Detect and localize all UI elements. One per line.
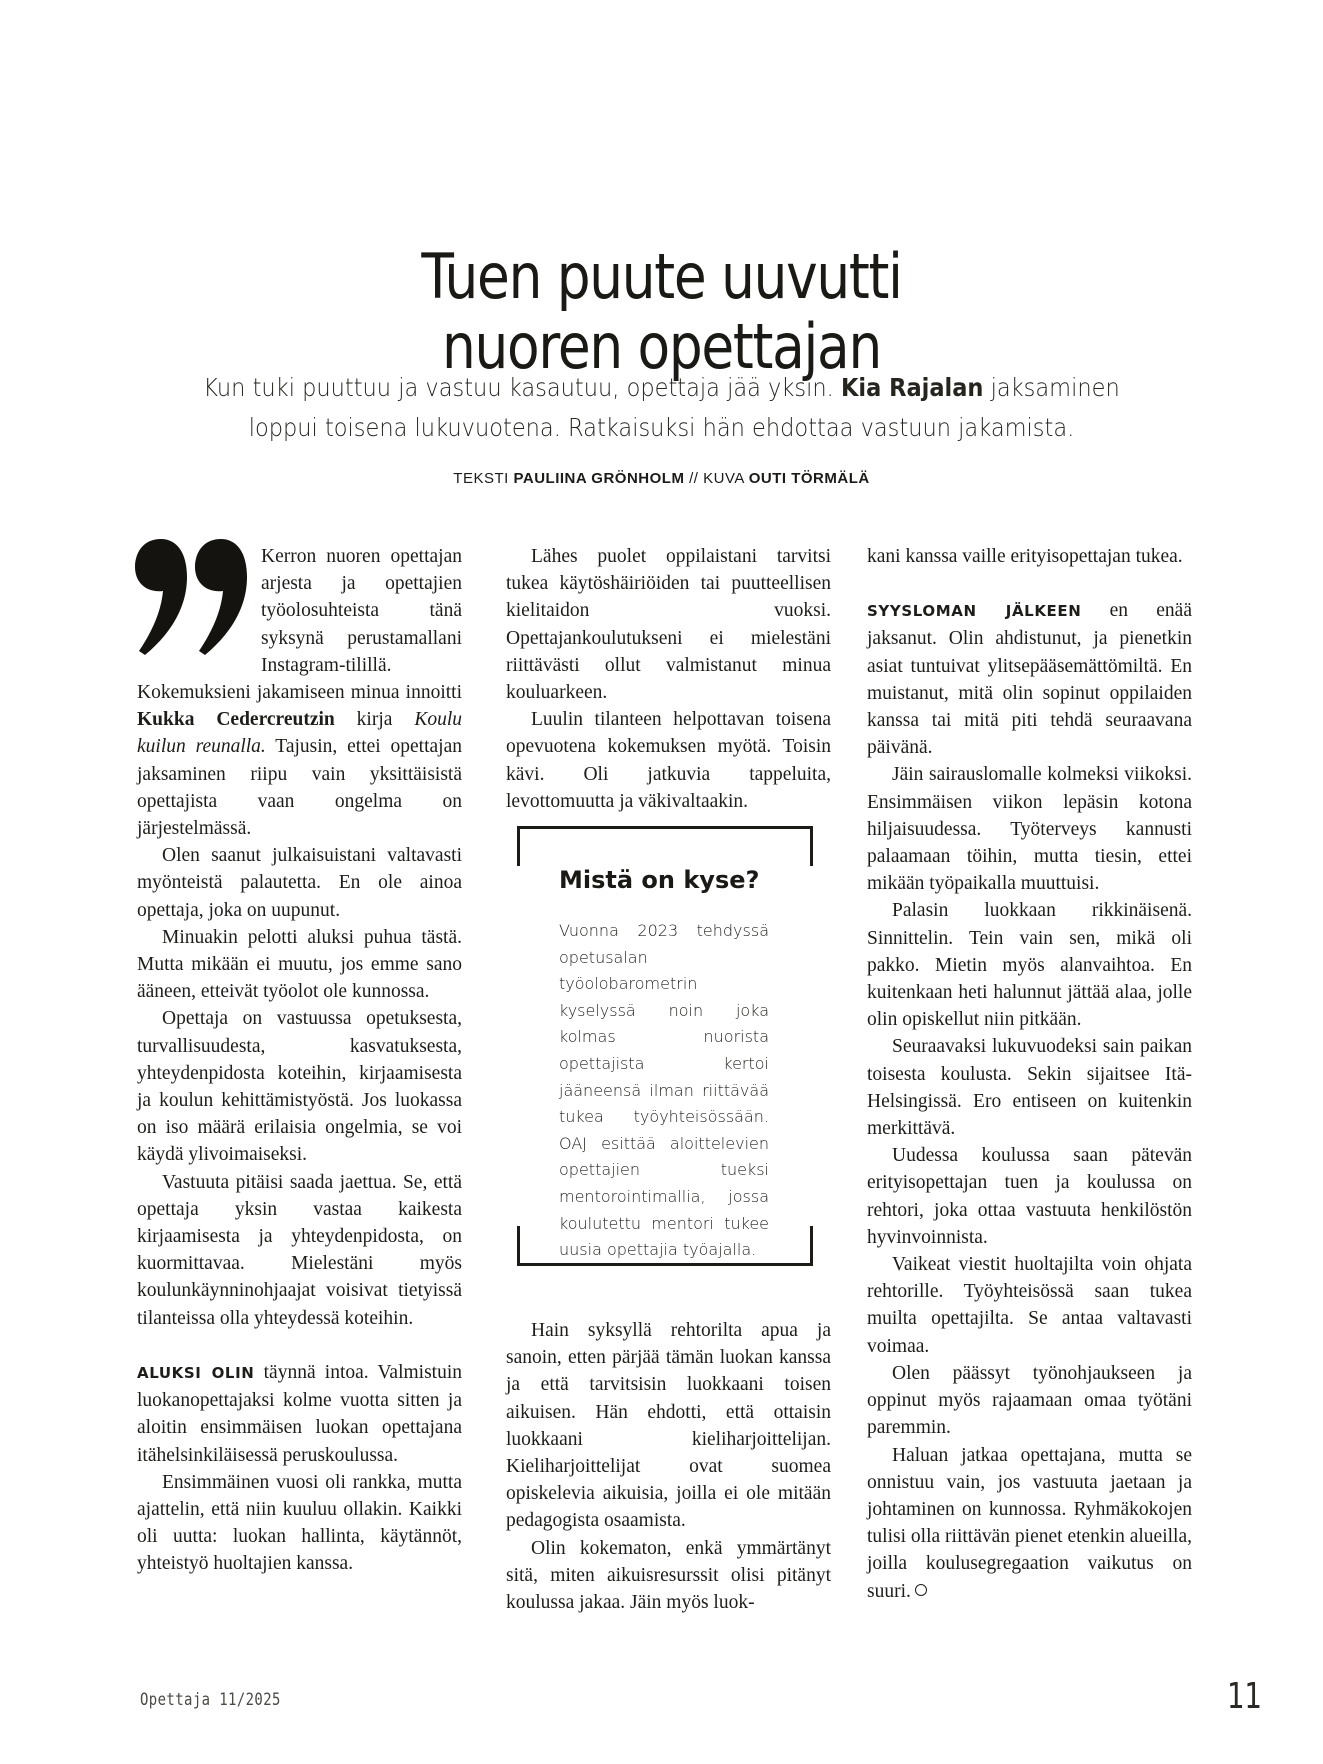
factbox-bracket-bottom — [517, 1226, 813, 1266]
headline-line-2: nuoren opettajan — [442, 309, 881, 383]
paragraph — [137, 1359, 462, 1469]
page-number: 11 — [1226, 1676, 1261, 1717]
text: täynnä intoa. Valmistuin luokanopettajaksi kolme vuotta sitten ja aloitin ensimmäisen luokan opettajana itähelsinkiläisessä peruskoulussa. — [137, 1361, 463, 1466]
paragraph: Minuakin pelotti aluksi puhua tästä. Mutta mikään ei muutu, jos emme sano ääneen, etteivät työolot ole kunnossa. — [137, 926, 462, 1003]
book-title: Koulu kuilun reunalla. — [137, 709, 462, 758]
article-lead — [150, 368, 1173, 448]
lead-line-1 — [201, 368, 1122, 408]
paragraph: Palasin luokkaan rikkinäisenä. Sinnittelin. Tein vain sen, mikä oli pakko. Mietin myös alanvaihtoa. En kuitenkaan heti halunnut jättää alaa, jolle olin opiskellut niin pitkään. — [867, 900, 1192, 1031]
lead-text: Kun tuki puuttuu ja vastuu kasautuu, opettaja jää yksin. — [203, 373, 841, 402]
text: en enää jaksanut. Olin ahdistunut, ja pienetkin asiat tuntuivat ylitsepääsemättömiltä. En muistanut, mitä olin sopinut oppilaiden kanssa tai mitä piti tehdä seuraavana päivänä. — [867, 600, 1192, 759]
paragraph: Luulin tilanteen helpottavan toisena opevuotena kokemuksen myötä. Toisin kävi. Oli jatkuvia tappeluita, levottomuutta ja väkivaltaakin. — [506, 709, 831, 812]
paragraph: Hain syksyllä rehtorilta apua ja sanoin, etten pärjää tämän luokan kanssa ja että tarvitsisin luokkaani toisen aikuisen. Hän ehdotti, että ottaisin luokkaani kieliharjoittelijan. Kieliharjoittelijat ovat suomea opiskelevia aikuisia, joilla ei ole mitään pedagogista osaamista. — [506, 1320, 831, 1532]
article-column-2-continued — [506, 1317, 831, 1616]
paragraph: Jäin sairauslomalle kolmeksi viikoksi. Ensimmäisen viikon lepäsin kotona hiljaisuudessa. Työterveys kannusti palaamaan töihin, mutta tiesin, ettei mikään työpaikalla muuttuisi. — [867, 764, 1192, 895]
article-headline — [0, 239, 1323, 383]
paragraph: Vaikeat viestit huoltajilta voin ohjata rehtorille. Työyhteisössä saan tukea muilta opettajilta. Se antaa valtavasti voimaa. — [867, 1254, 1192, 1357]
interviewee-name: Kia Rajalan — [840, 373, 984, 402]
section-lead-in: SYYSLOMAN JÄLKEEN — [867, 602, 1082, 621]
text: Tajusin, ettei opettajan jaksaminen riipu vain yksittäisistä opettajista vaan ongelma on järjestelmässä. — [137, 736, 462, 840]
paragraph: Vastuuta pitäisi saada jaettua. Se, että opettaja yksin vastaa kaikesta kirjaamisesta ja yhteydenpidosta, on kuormittavaa. Mielestäni myös koulunkäynninohjaajat voisivat tietyissä tilanteissa olla yhteydessä koteihin. — [137, 1171, 462, 1329]
quote-icon — [133, 537, 253, 657]
article-column-2 — [506, 543, 831, 815]
author-name: Kukka Cedercreutzin — [137, 709, 335, 731]
text: kirja — [334, 709, 415, 731]
paragraph: Ensimmäinen vuosi oli rankka, mutta ajattelin, että niin kuuluu ollakin. Kaikki oli uutta: luokan hallinta, käytännöt, yhteistyö huoltajien kanssa. — [137, 1471, 462, 1575]
section-lead-in: ALUKSI OLIN — [137, 1363, 255, 1382]
byline — [0, 470, 1323, 487]
paragraph: Lähes puolet oppilaistani tarvitsi tukea käytöshäiriöiden tai puutteellisen kielitaidon vuoksi. Opettajankoulutukseni ei mielestäni riittävästi ollut valmistanut minua kouluarkeen. — [506, 546, 831, 704]
publication-issue: Opettaja 11/2025 — [140, 1690, 281, 1710]
paragraph: Olen päässyt työnohjaukseen ja oppinut myös rajaamaan omaa työtäni paremmin. — [867, 1362, 1192, 1439]
paragraph: Uudessa koulussa saan pätevän erityisopettajan tuen ja koulussa on rehtori, joka ottaa vastuuta henkilöstön hyvinvoinnista. — [867, 1145, 1192, 1248]
byline-separator: // — [684, 470, 704, 487]
article-column-1 — [137, 543, 462, 1578]
byline-photographer: OUTI TÖRMÄLÄ — [748, 470, 870, 487]
article-column-3 — [867, 543, 1192, 1605]
lead-line-2: loppui toisena lukuvuotena. Ratkaisuksi hän ehdottaa vastuun jakamista. — [248, 413, 1075, 442]
paragraph: Olen saanut julkaisuistani valtavasti myönteistä palautetta. En ole ainoa opettaja, joka on uupunut. — [137, 845, 462, 921]
headline-line-1: Tuen puute uuvutti — [421, 239, 902, 313]
byline-photo-label: KUVA — [703, 470, 749, 487]
paragraph: kani kanssa vaille erityisopettajan tukea. — [867, 546, 1183, 567]
factbox-title: Mistä on kyse? — [559, 866, 760, 894]
paragraph: Opettaja on vastuussa opetuksesta, turvallisuudesta, kasvatuksesta, yhteydenpidosta koteihin, kirjaamisesta ja koulun kehittämistyöstä. Jos luokassa on iso määrä erilaisia ongelmia, se voi käydä ylivoimaiseksi. — [137, 1008, 462, 1166]
byline-author: PAULIINA GRÖNHOLM — [513, 470, 685, 487]
text: Kerron nuoren opettajan arjesta ja opettajien työolosuhteista tänä syksynä perustamallani Instagram-tilillä. Kokemuksieni jakamiseen minua innoitti — [137, 546, 462, 704]
paragraph: Seuraavaksi lukuvuodeksi sain paikan toisesta koulusta. Sekin sijaitsee Itä-Helsingissä. Ero entiseen on kuitenkin merkittävä. — [867, 1036, 1192, 1140]
byline-text-label: TEKSTI — [453, 470, 514, 487]
factbox — [517, 826, 813, 1266]
text: Haluan jatkaa opettajana, mutta se onnistuu vain, jos vastuuta jaetaan ja johtaminen on kunnossa. Ryhmäkokojen tulisi olla riittävän pienet etenkin alueilla, joilla koulusegregaation vaikutus on suuri. — [867, 1444, 1192, 1602]
paragraph — [867, 1442, 1192, 1605]
factbox-body: Vuonna 2023 tehdyssä opetusalan työolobarometrin kyselyssä noin joka kolmas nuorista opettajista kertoi jääneensä ilman riittävää tukea työyhteisössään. OAJ esittää aloittelevien opettajien tueksi mentorointimallia, jossa koulutettu mentori tukee uusia opettajia työajalla. — [559, 921, 769, 1260]
lead-text: jaksaminen — [983, 373, 1120, 402]
factbox-bracket-top — [517, 826, 813, 866]
paragraph: Olin kokematon, enkä ymmärtänyt sitä, miten aikuisresurssit olisi pitänyt koulussa jakaa. Jäin myös luok- — [506, 1537, 831, 1614]
end-of-article-icon — [915, 1584, 927, 1596]
paragraph — [867, 597, 1192, 761]
